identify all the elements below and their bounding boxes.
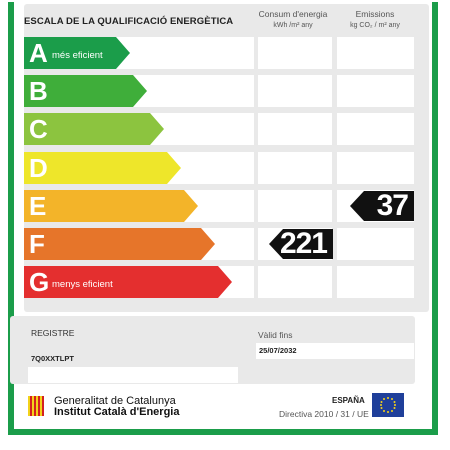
grade-arrow-g xyxy=(24,266,232,298)
emissions-cell xyxy=(337,266,414,298)
consumption-unit: kWh /m² any xyxy=(273,22,313,29)
grade-row-c xyxy=(24,113,414,145)
emissions-cell xyxy=(337,75,414,107)
grade-letter: D xyxy=(29,152,48,183)
emissions-cell xyxy=(337,37,414,69)
valid-value: 25/07/2032 xyxy=(259,346,297,355)
grade-row-a xyxy=(24,37,414,69)
grade-arrow-a xyxy=(24,37,130,69)
grade-row-g xyxy=(24,266,414,298)
registry-field xyxy=(28,354,238,383)
grade-arrow-c xyxy=(24,113,164,145)
valid-field xyxy=(256,343,414,359)
consumption-indicator-value: 221 xyxy=(279,227,327,260)
emissions-indicator xyxy=(350,188,414,222)
issuer-line2: Institut Català d'Energia xyxy=(54,406,180,418)
catalan-flag-icon xyxy=(28,396,44,416)
grade-row-f xyxy=(24,228,414,260)
consumption-cell xyxy=(258,75,332,107)
emissions-unit: kg CO₂ / m² any xyxy=(350,22,400,29)
issuer-line1: Generalitat de Catalunya xyxy=(54,395,176,407)
grade-letter: F xyxy=(29,229,45,259)
grade-row-d xyxy=(24,152,414,184)
country-label: ESPAÑA xyxy=(332,396,365,405)
consumption-title: Consum d'energia xyxy=(258,9,328,19)
consumption-cell xyxy=(258,266,332,298)
grade-letter: C xyxy=(29,114,48,145)
emissions-title: Emissions xyxy=(355,9,395,19)
grade-arrow-b xyxy=(24,75,147,107)
grade-letter: G xyxy=(29,267,50,298)
scale-title: ESCALA DE LA QUALIFICACIÓ ENERGÈTICA xyxy=(24,16,234,27)
directive-label: Directiva 2010 / 31 / UE xyxy=(279,409,369,419)
eu-flag-icon xyxy=(372,393,404,417)
consumption-header xyxy=(256,9,330,31)
emissions-cell xyxy=(337,228,414,260)
emissions-cell xyxy=(337,113,414,145)
grade-row-b xyxy=(24,75,414,107)
grade-description: més eficient xyxy=(52,50,103,61)
consumption-cell xyxy=(258,152,332,184)
registry-value: 7Q0XXTLPT xyxy=(31,354,74,363)
grade-arrow-f xyxy=(24,228,215,260)
consumption-cell xyxy=(258,190,332,222)
grade-letter: A xyxy=(29,38,48,68)
grade-arrow-d xyxy=(24,152,181,184)
registry-label: REGISTRE xyxy=(31,328,75,338)
emissions-cell xyxy=(337,152,414,184)
grade-letter: B xyxy=(29,76,48,107)
grade-description: menys eficient xyxy=(52,279,113,291)
grade-arrow-e xyxy=(24,190,198,222)
emissions-indicator-value: 37 xyxy=(376,188,408,222)
grade-letter: E xyxy=(29,190,47,221)
grade-row-e xyxy=(24,190,414,222)
consumption-cell xyxy=(258,113,332,145)
valid-label: Vàlid fins xyxy=(258,330,293,340)
emissions-header xyxy=(336,9,414,31)
consumption-cell xyxy=(258,37,332,69)
consumption-indicator xyxy=(269,229,333,259)
